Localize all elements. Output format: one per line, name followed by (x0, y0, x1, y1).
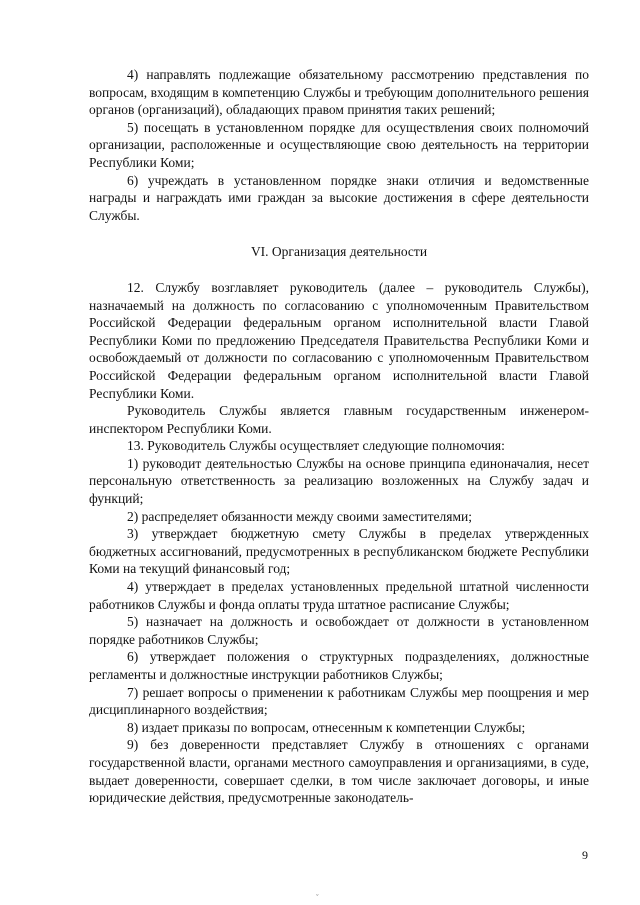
paragraph: 5) посещать в установленном порядке для осуществления своих полномочий организации, расположенные и осуществляющие свою деятельность на территории Республики Коми; (89, 119, 589, 170)
paragraph: 5) назначает на должность и освобождает от должности в установленном порядке работников Службы; (89, 614, 589, 647)
paragraph: 12. Службу возглавляет руководитель (далее – руководитель Службы), назначаемый на должность по согласованию с уполномоченным Правительством Российской Федерации федеральным органом исполнительной власти Главой Республики Коми по предложению Председателя Правительства Республики Коми и освобождаемый от должности по согласованию с уполномоченным Правительством Российской Федерации федеральным органом исполнительной власти Главой Республики Коми. (89, 279, 589, 401)
paragraph: 7) решает вопросы о применении к работникам Службы мер поощрения и мер дисциплинарного воздействия; (89, 684, 589, 718)
paragraph: 4) утверждает в пределах установленных предельной штатной численности работников Службы и фонда оплаты труда штатное расписание Службы; (89, 579, 589, 612)
paragraph: 6) утверждает положения о структурных подразделениях, должностные регламенты и должностные инструкции работников Службы; (89, 649, 589, 682)
section-heading: VI. Организация деятельности (250, 244, 428, 260)
paragraph: 9) без доверенности представляет Службу в отношениях с органами государственной власти, органами местного самоуправления и организациями, в суде, выдает доверенности, совершает сделки, в том числе заключает договоры, и иные юридические действия, предусмотренные законодатель- (89, 737, 589, 806)
scan-mark-icon: ˇ (316, 893, 319, 902)
paragraph: 4) направлять подлежащие обязательному рассмотрению представления по вопросам, входящим в компетенцию Службы и требующим дополнительного решения органов (организаций), обладающих правом принятия таких решений; (89, 67, 589, 118)
paragraph: 8) издает приказы по вопросам, отнесенным к компетенции Службы; (127, 719, 526, 735)
paragraph: 13. Руководитель Службы осуществляет следующие полномочия: (127, 438, 505, 454)
paragraph: 6) учреждать в установленном порядке знаки отличия и ведомственные награды и награждать ими граждан за высокие достижения в сфере деятельности Службы. (89, 172, 589, 223)
paragraph: 2) распределяет обязанности между своими заместителями; (127, 508, 472, 524)
page-number: 9 (582, 848, 588, 862)
paragraph: Руководитель Службы является главным государственным инженером-инспектором Республики Коми. (89, 403, 589, 436)
paragraph: 1) руководит деятельностью Службы на основе принципа единоначалия, несет персональную ответственность за реализацию возложенных на Службу задач и функций; (89, 455, 589, 507)
document-body (89, 66, 589, 807)
paragraph: 3) утверждает бюджетную смету Службы в пределах утвержденных бюджетных ассигнований, предусмотренных в республиканском бюджете Республики Коми на текущий финансовый год; (89, 526, 589, 577)
